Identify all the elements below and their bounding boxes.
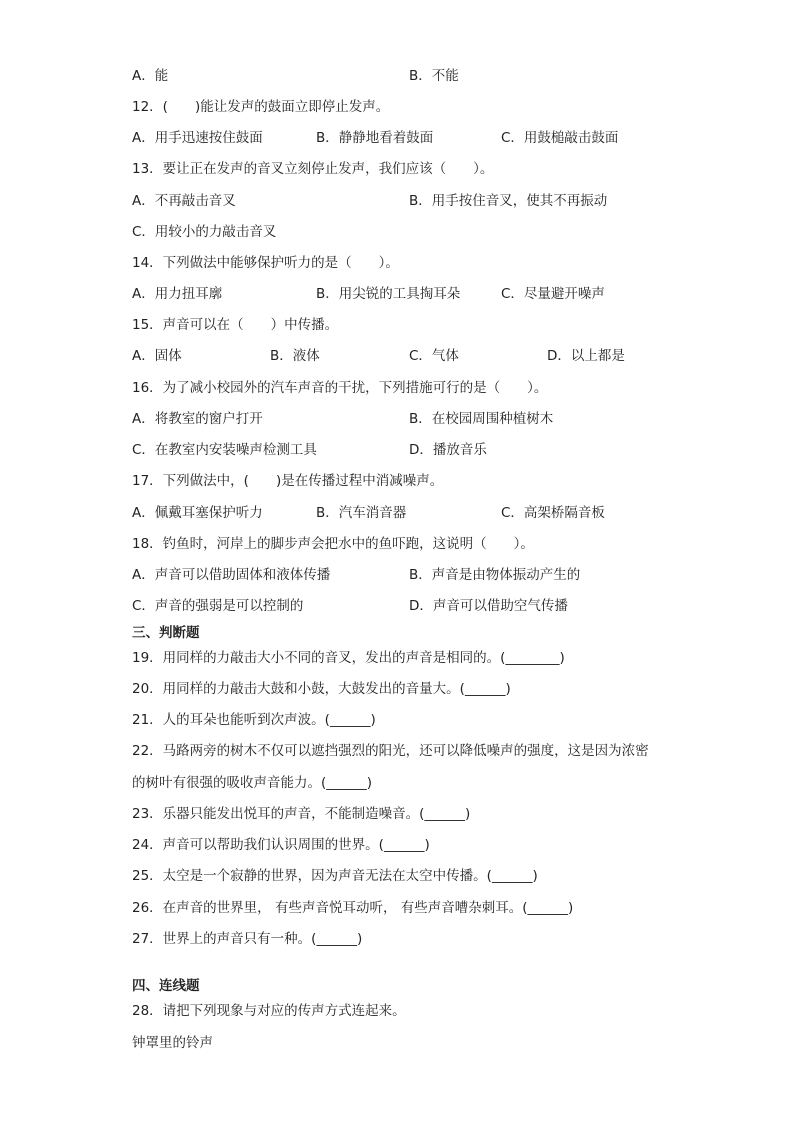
q17-option-c: C．高架桥隔音板: [501, 505, 605, 521]
judge-item: 23．乐器只能发出悦耳的声音，不能制造噪音。(______): [132, 806, 471, 822]
q16-stem: 16．为了减小校园外的汽车声音的干扰，下列措施可行的是（ ）。: [132, 380, 548, 396]
judge-item: 21．人的耳朵也能听到次声波。(______): [132, 712, 376, 728]
q16-option-d: D．播放音乐: [409, 442, 487, 458]
section-heading-judgement: 三、判断题: [132, 625, 200, 641]
q12-stem: 12．( )能让发声的鼓面立即停止发声。: [132, 99, 390, 115]
q17-stem: 17．下列做法中，( )是在传播过程中消减噪声。: [132, 473, 444, 489]
q15-option-a: A．固体: [132, 348, 182, 364]
q18-option-b: B．声音是由物体振动产生的: [409, 567, 581, 583]
judge-item: 19．用同样的力敲击大小不同的音叉，发出的声音是相同的。(________): [132, 650, 565, 666]
q18-option-d: D．声音可以借助空气传播: [409, 598, 568, 614]
q28-stem: 28．请把下列现象与对应的传声方式连起来。: [132, 1003, 406, 1019]
q13-option-c: C．用较小的力敲击音叉: [132, 224, 277, 240]
judge-item: 22．马路两旁的树木不仅可以遮挡强烈的阳光，还可以降低噪声的强度，这是因为浓密: [132, 743, 649, 759]
q16-option-a: A．将教室的窗户打开: [132, 411, 263, 427]
q13-option-b: B．用手按住音叉，使其不再振动: [409, 193, 608, 209]
q12-option-c: C．用鼓槌敲击鼓面: [501, 130, 619, 146]
q11-option-b: B．不能: [409, 68, 459, 84]
q18-option-a: A．声音可以借助固体和液体传播: [132, 567, 331, 583]
q18-stem: 18．钓鱼时，河岸上的脚步声会把水中的鱼吓跑，这说明（ ）。: [132, 536, 534, 552]
q17-option-a: A．佩戴耳塞保护听力: [132, 505, 263, 521]
judge-item: 26．在声音的世界里， 有些声音悦耳动听， 有些声音嘈杂刺耳。(______): [132, 900, 574, 916]
q12-option-a: A．用手迅速按住鼓面: [132, 130, 263, 146]
q16-option-c: C．在教室内安装噪声检测工具: [132, 442, 317, 458]
judge-item: 25．太空是一个寂静的世界，因为声音无法在太空中传播。(______): [132, 868, 538, 884]
q12-option-b: B．静静地看着鼓面: [316, 130, 434, 146]
q15-option-c: C．气体: [409, 348, 459, 364]
q14-stem: 14．下列做法中能够保护听力的是（ ）。: [132, 255, 399, 271]
section-heading-matching: 四、连线题: [132, 978, 200, 994]
judge-item: 24．声音可以帮助我们认识周围的世界。(______): [132, 837, 430, 853]
q15-option-d: D．以上都是: [547, 348, 625, 364]
q15-stem: 15．声音可以在（ ）中传播。: [132, 317, 339, 333]
judge-item: 20．用同样的力敲击大鼓和小鼓，大鼓发出的音量大。(______): [132, 681, 511, 697]
q15-option-b: B．液体: [270, 348, 320, 364]
q14-option-b: B．用尖锐的工具掏耳朵: [316, 286, 461, 302]
q13-stem: 13．要让正在发声的音叉立刻停止发声，我们应该（ ）。: [132, 161, 494, 177]
q16-option-b: B．在校园周围种植树木: [409, 411, 554, 427]
q13-option-a: A．不再敲击音叉: [132, 193, 236, 209]
q11-option-a: A．能: [132, 68, 169, 84]
q28-item: 钟罩里的铃声: [132, 1035, 213, 1051]
q18-option-c: C．声音的强弱是可以控制的: [132, 598, 304, 614]
judge-item: 27．世界上的声音只有一种。(______): [132, 931, 363, 947]
q14-option-a: A．用力扭耳廓: [132, 286, 223, 302]
q14-option-c: C．尽量避开噪声: [501, 286, 605, 302]
q17-option-b: B．汽车消音器: [316, 505, 407, 521]
judge-item-continuation: 的树叶有很强的吸收声音能力。(______): [132, 775, 373, 791]
